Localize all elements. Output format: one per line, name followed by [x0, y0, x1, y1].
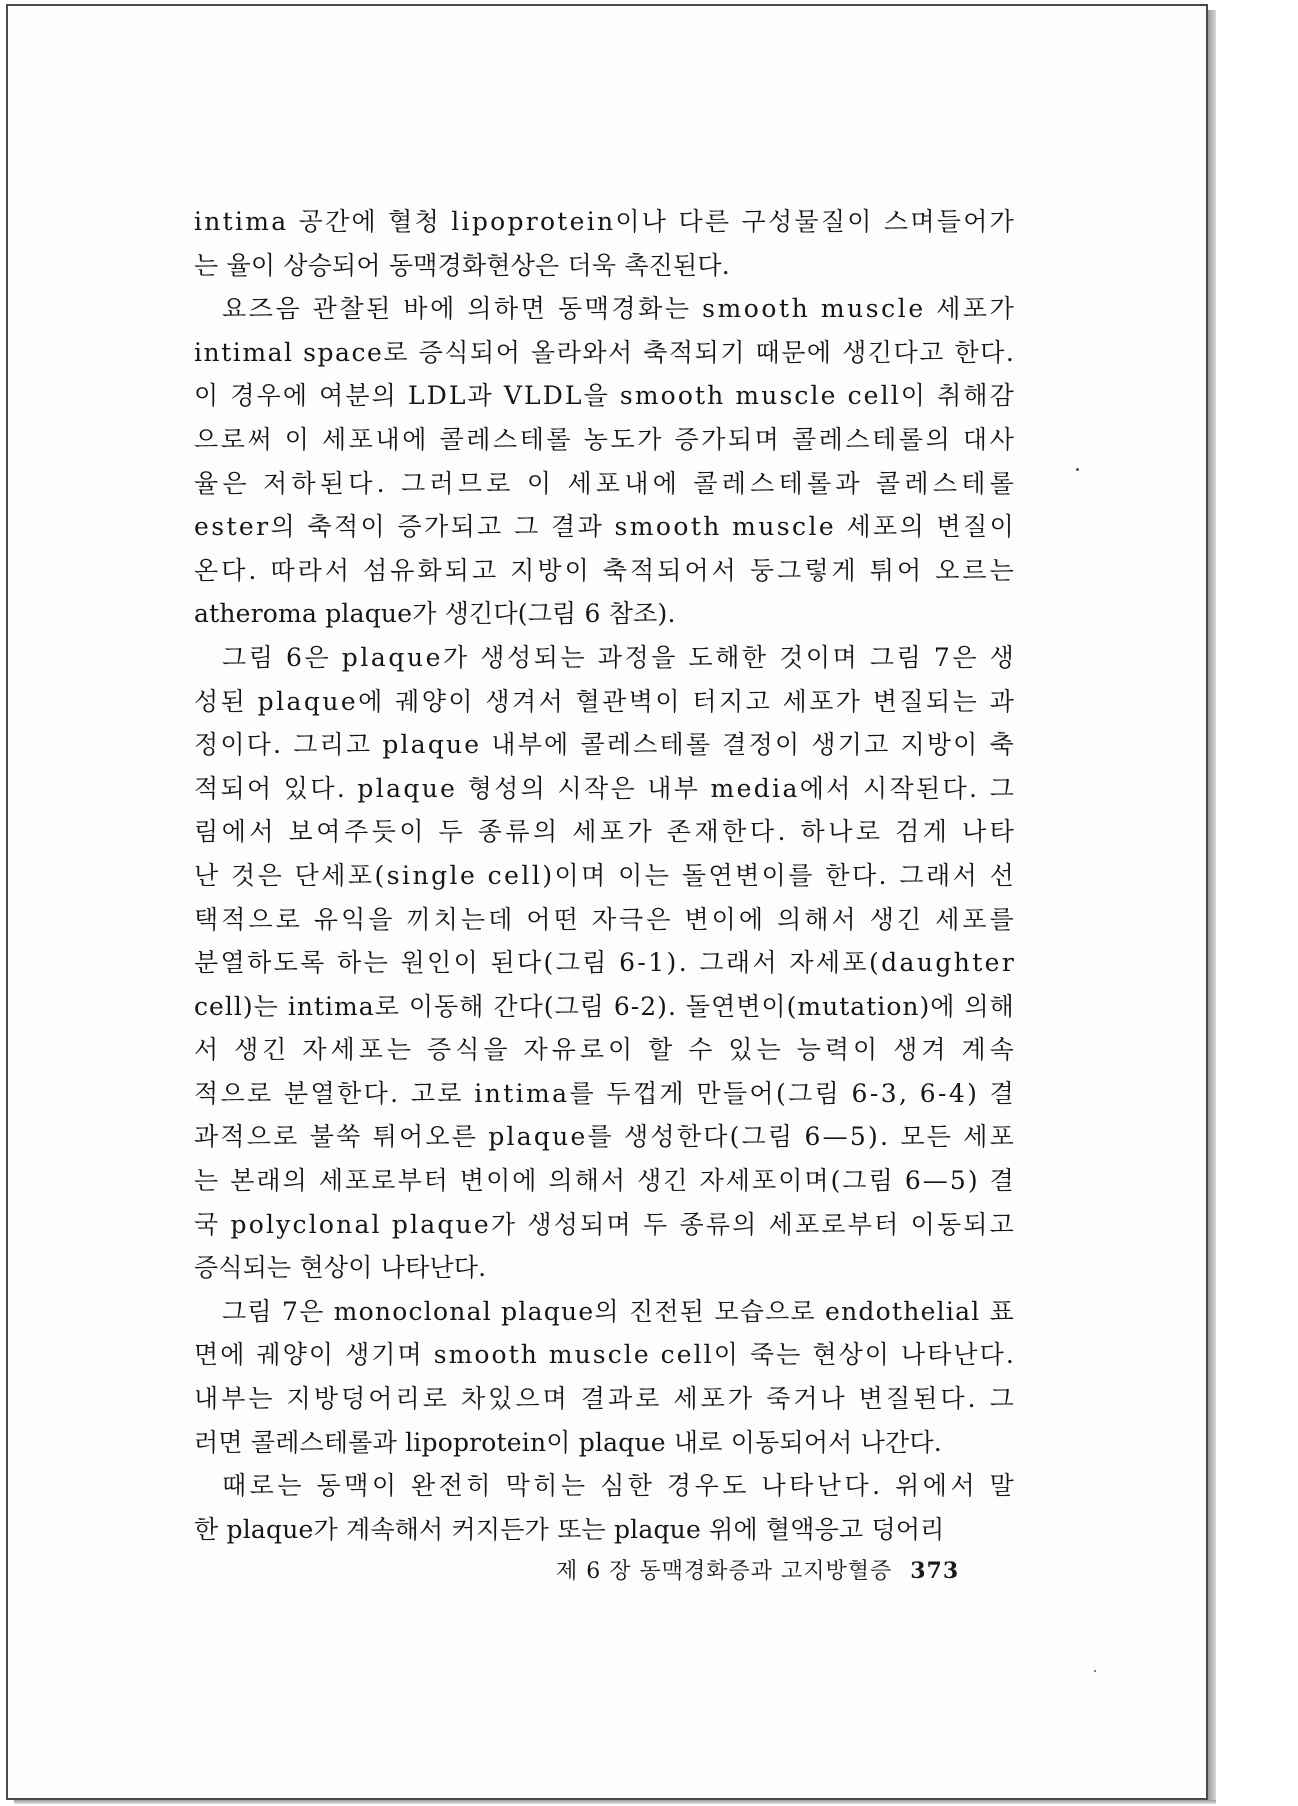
paragraph	[194, 636, 1018, 1290]
text-line: 요즈음 관찰된 바에 의하면 동맥경화는 smooth muscle 세포가	[222, 294, 1017, 324]
page-number: 373	[910, 1558, 960, 1584]
scan-speck	[1076, 468, 1079, 471]
text-line: 면에 궤양이 생기며 smooth muscle cell이 죽는 현상이 나타난다.	[194, 1340, 1016, 1370]
page-footer	[556, 1554, 959, 1585]
text-line: 림에서 보여주듯이 두 종류의 세포가 존재한다. 하나로 검게 나타	[194, 817, 1018, 847]
text-line: 과적으로 불쑥 튀어오른 plaque를 생성한다(그림 6—5). 모든 세포	[194, 1122, 1017, 1152]
text-line: 적되어 있다. plaque 형성의 시작은 내부 media에서 시작된다. 그	[194, 773, 1017, 803]
paragraph	[194, 200, 1017, 287]
text-line: 그림 7은 monoclonal plaque의 진전된 모습으로 endothelial 표	[222, 1296, 1016, 1326]
text-line: 율은 저하된다. 그러므로 이 세포내에 콜레스테롤과 콜레스테롤	[194, 468, 1019, 498]
text-line: 이 경우에 여분의 LDL과 VLDL을 smooth muscle cell이 취해감	[194, 381, 1016, 411]
paragraph	[194, 287, 1019, 636]
text-line: 때로는 동맥이 완전히 막히는 심한 경우도 나타난다. 위에서 말	[222, 1471, 1018, 1501]
chapter-title: 제 6 장 동맥경화증과 고지방혈증	[556, 1559, 893, 1584]
text-line: 한 plaque가 계속해서 커지든가 또는 plaque 위에 혈액응고 덩어리	[194, 1514, 945, 1544]
text-line: 내부는 지방덩어리로 차있으며 결과로 세포가 죽거나 변질된다. 그	[194, 1384, 1017, 1414]
text-line: intimal space로 증식되어 올라와서 축적되기 때문에 생긴다고 한다.	[194, 337, 1016, 367]
text-line: 분열하도록 하는 원인이 된다(그림 6-1). 그래서 자세포(daughter	[194, 948, 1017, 978]
text-line: 온다. 따라서 섬유화되고 지방이 축적되어서 둥그렇게 튀어 오르는	[194, 555, 1017, 585]
paragraph	[194, 1290, 1017, 1464]
text-line: 성된 plaque에 궤양이 생겨서 혈관벽이 터지고 세포가 변질되는 과	[194, 686, 1017, 716]
text-line: 정이다. 그리고 plaque 내부에 콜레스테롤 결정이 생기고 지방이 축	[194, 730, 1016, 760]
scan-speck	[1094, 1670, 1096, 1672]
text-line: 러면 콜레스테롤과 lipoprotein이 plaque 내로 이동되어서 나간다.	[194, 1427, 942, 1457]
text-line: 국 polyclonal plaque가 생성되며 두 종류의 세포로부터 이동되고	[194, 1209, 1017, 1239]
text-line: 택적으로 유익을 끼치는데 어떤 자극은 변이에 의해서 생긴 세포를	[194, 904, 1017, 934]
paragraph	[194, 1464, 1018, 1551]
text-line: 는 본래의 세포로부터 변이에 의해서 생긴 자세포이며(그림 6—5) 결	[194, 1166, 1016, 1196]
text-line: cell)는 intima로 이동해 간다(그림 6-2). 돌연변이(mutation)에 의해	[194, 991, 1015, 1021]
text-line: intima 공간에 혈청 lipoprotein이나 다른 구성물질이 스며들어가	[194, 207, 1017, 236]
text-line: 적으로 분열한다. 고로 intima를 두껍게 만들어(그림 6-3, 6-4) 결	[194, 1078, 1017, 1108]
text-line: 으로써 이 세포내에 콜레스테롤 농도가 증가되며 콜레스테롤의 대사	[194, 424, 1017, 454]
page-edge-shadow	[1208, 10, 1216, 1800]
page-bottom-shadow	[14, 1800, 1216, 1804]
body-text	[194, 200, 1019, 1551]
text-line: ester의 축적이 증가되고 그 결과 smooth muscle 세포의 변질이	[194, 512, 1017, 542]
text-line: 증식되는 현상이 나타난다.	[194, 1253, 487, 1283]
text-line: 서 생긴 자세포는 증식을 자유로이 할 수 있는 능력이 생겨 계속	[194, 1035, 1018, 1065]
text-line: 그림 6은 plaque가 생성되는 과정을 도해한 것이며 그림 7은 생	[222, 642, 1017, 672]
text-line: atheroma plaque가 생긴다(그림 6 참조).	[194, 599, 676, 629]
text-line: 는 율이 상승되어 동맥경화현상은 더욱 촉진된다.	[194, 250, 730, 280]
text-line: 난 것은 단세포(single cell)이며 이는 돌연변이를 한다. 그래서 선	[194, 860, 1017, 890]
